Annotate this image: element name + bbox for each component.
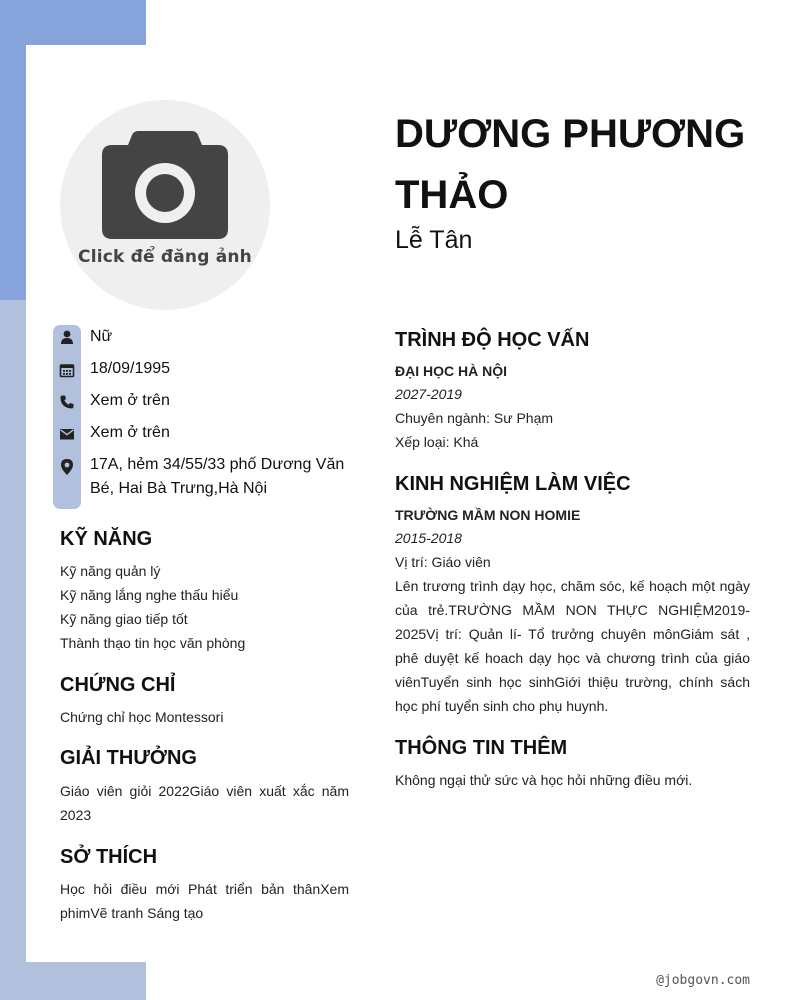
photo-upload-label[interactable]: Click để đăng ảnh <box>78 247 252 267</box>
experience-heading: KINH NGHIỆM LÀM VIỆC <box>395 473 631 495</box>
education-major: Chuyên ngành: Sư Phạm <box>395 410 554 426</box>
education-years: 2027-2019 <box>395 386 462 402</box>
certificate-text: Chứng chỉ học Montessori <box>60 709 224 725</box>
person-icon <box>59 329 75 345</box>
hobbies-text: Học hỏi điều mới Phát triển bản thânXem phimVẽ tranh Sáng tạo <box>60 881 349 921</box>
additional-info-heading: THÔNG TIN THÊM <box>395 737 568 759</box>
skills-heading: KỸ NĂNG <box>60 528 153 550</box>
camera-icon[interactable] <box>102 131 228 239</box>
gender-value: Nữ <box>90 328 113 345</box>
decor-bar-left <box>0 300 26 1000</box>
certificates-heading: CHỨNG CHỈ <box>60 674 176 696</box>
awards-text: Giáo viên giỏi 2022Giáo viên xuất xắc năm 2023 <box>60 783 349 823</box>
skill-item: Kỹ năng giao tiếp tốt <box>60 611 188 627</box>
education-heading: TRÌNH ĐỘ HỌC VẤN <box>395 329 590 351</box>
experience-years: 2015-2018 <box>395 530 462 546</box>
job-title: Lễ Tân <box>395 226 473 254</box>
birthdate-value: 18/09/1995 <box>90 360 171 377</box>
decor-bar-bottom <box>0 962 146 1000</box>
skill-item: Kỹ năng quản lý <box>60 563 161 579</box>
skill-item: Kỹ năng lắng nghe thấu hiểu <box>60 587 239 603</box>
location-pin-icon <box>59 458 75 476</box>
experience-role: Vị trí: Giáo viên <box>395 554 491 570</box>
education-grade: Xếp loại: Khá <box>395 434 479 450</box>
candidate-name: DƯƠNG PHƯƠNG THẢO <box>395 112 746 217</box>
info-icon-strip <box>53 325 81 509</box>
address-value: 17A, hẻm 34/55/33 phố Dương Văn Bé, Hai Bà Trưng,Hà Nội <box>90 456 345 497</box>
hobbies-heading: SỞ THÍCH <box>60 846 158 868</box>
skill-item: Thành thạo tin học văn phòng <box>60 635 246 651</box>
footer-watermark: @jobgovn.com <box>656 973 750 988</box>
experience-description: Lên trương trình dạy học, chăm sóc, kế hoạch một ngày của trẻ.TRƯỜNG MẦM NON THỰC NGHIỆM2019-2025Vị trí: Quản lí- Tổ trưởng chuyên mônGiám sát , phê duyệt kế hoach dạy học và chương trình của giáo viênTuyển sinh học sinhGiới thiệu trường, chính sách học phí tuyển sinh cho phụ huynh. <box>395 578 750 714</box>
phone-icon <box>59 394 75 410</box>
experience-company: TRƯỜNG MẦM NON HOMIE <box>395 507 581 523</box>
email-value: Xem ở trên <box>90 424 170 441</box>
additional-info-text: Không ngại thử sức và học hỏi những điều mới. <box>395 772 693 788</box>
awards-heading: GIẢI THƯỞNG <box>60 747 197 769</box>
mail-icon <box>59 426 75 442</box>
phone-value: Xem ở trên <box>90 392 170 409</box>
education-school: ĐẠI HỌC HÀ NỘI <box>395 363 507 379</box>
calendar-icon <box>59 362 75 378</box>
